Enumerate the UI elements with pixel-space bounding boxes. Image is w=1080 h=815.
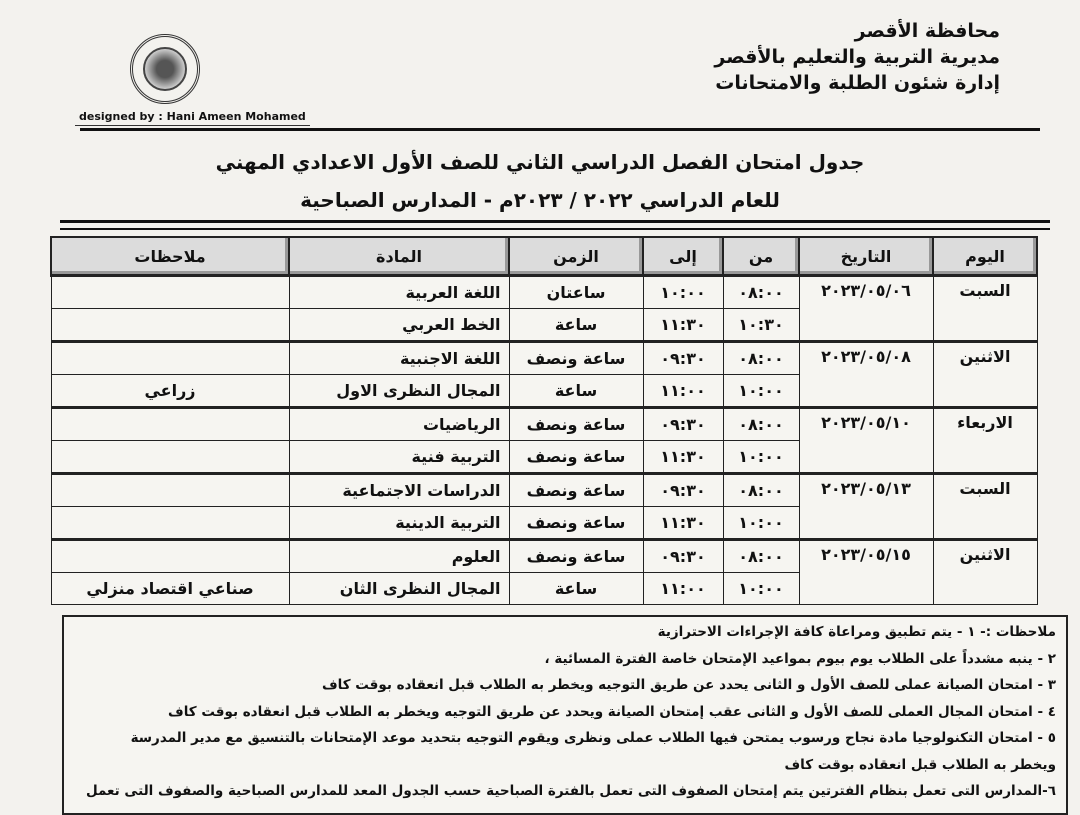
duration-cell: ساعة ونصف bbox=[509, 342, 643, 375]
day-cell: الاثنين bbox=[933, 342, 1037, 408]
from-cell: ١٠:٠٠ bbox=[723, 441, 799, 474]
to-cell: ١١:٣٠ bbox=[643, 441, 723, 474]
notes-cell bbox=[51, 408, 289, 441]
header-to: إلى bbox=[643, 237, 723, 276]
to-cell: ١١:٠٠ bbox=[643, 375, 723, 408]
subject-cell: اللغة الاجنبية bbox=[289, 342, 509, 375]
to-cell: ١١:٣٠ bbox=[643, 507, 723, 540]
date-cell: ٢٠٢٣/٠٥/٠٦ bbox=[799, 276, 933, 342]
governorate: محافظة الأقصر bbox=[854, 20, 1000, 42]
header-subject: المادة bbox=[289, 237, 509, 276]
to-cell: ٠٩:٣٠ bbox=[643, 540, 723, 573]
table-row bbox=[51, 474, 1037, 507]
subject-cell: الدراسات الاجتماعية bbox=[289, 474, 509, 507]
department: إدارة شئون الطلبة والامتحانات bbox=[715, 72, 1000, 94]
date-cell: ٢٠٢٣/٠٥/١٥ bbox=[799, 540, 933, 605]
duration-cell: ساعة ونصف bbox=[509, 441, 643, 474]
letterhead bbox=[714, 18, 1000, 96]
notes-cell bbox=[51, 342, 289, 375]
day-cell: الاربعاء bbox=[933, 408, 1037, 474]
table-row bbox=[51, 276, 1037, 309]
duration-cell: ساعة ونصف bbox=[509, 540, 643, 573]
subject-cell: العلوم bbox=[289, 540, 509, 573]
divider bbox=[80, 128, 1040, 131]
day-cell: السبت bbox=[933, 276, 1037, 342]
date-cell: ٢٠٢٣/٠٥/١٠ bbox=[799, 408, 933, 474]
from-cell: ٠٨:٠٠ bbox=[723, 474, 799, 507]
date-cell: ٢٠٢٣/٠٥/١٣ bbox=[799, 474, 933, 540]
duration-cell: ساعة bbox=[509, 375, 643, 408]
subject-cell: المجال النظرى الاول bbox=[289, 375, 509, 408]
header-from: من bbox=[723, 237, 799, 276]
to-cell: ٠٩:٣٠ bbox=[643, 408, 723, 441]
note-line: ٥ - امتحان التكنولوجيا مادة نجاح ورسوب يمتحن فيها الطلاب عملى ونظرى ويقوم التوجيه بتحديد موعد الإمتحانات بالتنسيق مع مدير المدرسة bbox=[130, 730, 1056, 746]
from-cell: ١٠:٣٠ bbox=[723, 309, 799, 342]
notes-cell bbox=[51, 507, 289, 540]
from-cell: ٠٨:٠٠ bbox=[723, 342, 799, 375]
date-cell: ٢٠٢٣/٠٥/٠٨ bbox=[799, 342, 933, 408]
document-subtitle: للعام الدراسي ٢٠٢٢ / ٢٠٢٣م - المدارس الصباحية bbox=[300, 188, 780, 212]
notes-cell bbox=[51, 474, 289, 507]
to-cell: ١١:٠٠ bbox=[643, 573, 723, 605]
subject-cell: التربية فنية bbox=[289, 441, 509, 474]
divider bbox=[60, 220, 1050, 223]
duration-cell: ساعة ونصف bbox=[509, 474, 643, 507]
subject-cell: المجال النظرى الثان bbox=[289, 573, 509, 605]
divider bbox=[60, 228, 1050, 230]
notes-cell bbox=[51, 441, 289, 474]
designed-by: designed by : Hani Ameen Mohamed bbox=[75, 110, 310, 126]
header-duration: الزمن bbox=[509, 237, 643, 276]
subject-cell: الرياضيات bbox=[289, 408, 509, 441]
header-notes: ملاحظات bbox=[51, 237, 289, 276]
from-cell: ١٠:٠٠ bbox=[723, 375, 799, 408]
subject-cell: التربية الدينية bbox=[289, 507, 509, 540]
exam-schedule-table bbox=[50, 236, 1038, 605]
notes-cell bbox=[51, 276, 289, 309]
from-cell: ١٠:٠٠ bbox=[723, 507, 799, 540]
from-cell: ٠٨:٠٠ bbox=[723, 540, 799, 573]
notes-box bbox=[62, 615, 1068, 815]
note-line: ٤ - امتحان المجال العملى للصف الأول و الثانى عقب إمتحان الصيانة ويحدد عن طريق التوجيه ويخطر به الطلاب قبل انعقاده بوقت كاف bbox=[168, 703, 1056, 720]
header-date: التاريخ bbox=[799, 237, 933, 276]
from-cell: ٠٨:٠٠ bbox=[723, 276, 799, 309]
duration-cell: ساعة bbox=[509, 309, 643, 342]
duration-cell: ساعة ونصف bbox=[509, 507, 643, 540]
notes-cell: زراعي bbox=[51, 375, 289, 408]
from-cell: ٠٨:٠٠ bbox=[723, 408, 799, 441]
directorate: مديرية التربية والتعليم بالأقصر bbox=[714, 46, 1000, 68]
ministry-seal-logo bbox=[130, 34, 200, 104]
document-title: جدول امتحان الفصل الدراسي الثاني للصف الأول الاعدادي المهني bbox=[215, 150, 865, 174]
note-line: ٣ - امتحان الصيانة عملى للصف الأول و الثانى يحدد عن طريق التوجيه ويخطر به الطلاب قبل انعقاده بوقت كاف bbox=[321, 677, 1056, 693]
to-cell: ٠٩:٣٠ bbox=[643, 474, 723, 507]
notes-cell bbox=[51, 309, 289, 342]
to-cell: ١١:٣٠ bbox=[643, 309, 723, 342]
table-row bbox=[51, 540, 1037, 573]
header-day: اليوم bbox=[933, 237, 1037, 276]
duration-cell: ساعة bbox=[509, 573, 643, 605]
table-header-row bbox=[51, 237, 1037, 276]
subject-cell: الخط العربي bbox=[289, 309, 509, 342]
duration-cell: ساعة ونصف bbox=[509, 408, 643, 441]
note-line: ويخطر به الطلاب قبل انعقاده بوقت كاف bbox=[784, 756, 1056, 773]
subject-cell: اللغة العربية bbox=[289, 276, 509, 309]
note-line: ملاحظات :- ١ - يتم تطبيق ومراعاة كافة الإجراءات الاحترازية bbox=[657, 624, 1056, 640]
notes-cell bbox=[51, 540, 289, 573]
to-cell: ١٠:٠٠ bbox=[643, 276, 723, 309]
day-cell: الاثنين bbox=[933, 540, 1037, 605]
day-cell: السبت bbox=[933, 474, 1037, 540]
table-row bbox=[51, 342, 1037, 375]
from-cell: ١٠:٠٠ bbox=[723, 573, 799, 605]
table-row bbox=[51, 408, 1037, 441]
to-cell: ٠٩:٣٠ bbox=[643, 342, 723, 375]
duration-cell: ساعتان bbox=[509, 276, 643, 309]
note-line: ٦-المدارس التى تعمل بنظام الفترتين يتم إمتحان الصفوف التى تعمل بالفترة الصباحية حسب الجدول المعد للمدارس الصباحية والصفوف التى تعمل bbox=[85, 783, 1056, 799]
notes-cell: صناعي اقتصاد منزلي bbox=[51, 573, 289, 605]
note-line: ٢ - ينبه مشدداً على الطلاب يوم بيوم بمواعيد الإمتحان خاصة الفترة المسائية ، bbox=[544, 650, 1056, 667]
